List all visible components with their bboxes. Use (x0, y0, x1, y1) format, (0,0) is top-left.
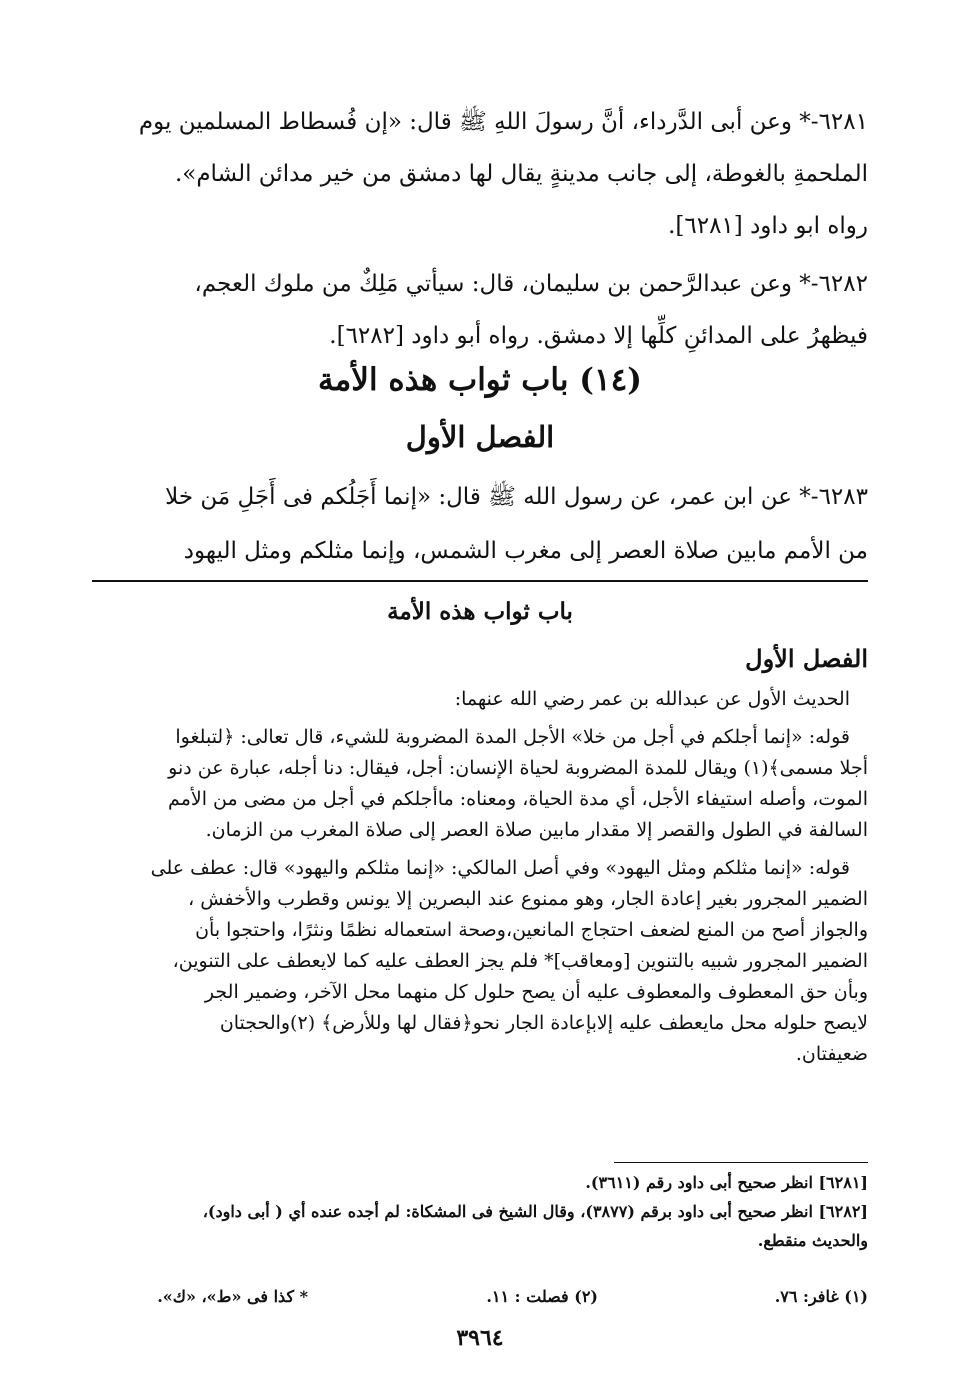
footnote-divider (614, 1162, 868, 1163)
commentary-para2-line: ضعيفتان. (795, 1043, 868, 1065)
footnote-6281: [٦٢٨١] انظر صحيح أبى داود رقم (٣٦١١). (585, 1173, 868, 1192)
commentary-para2-line: والجواز أصح من المنع لضعف احتجاج المانعين،وصحة استعماله نظمًا ونثرًا، واحتجوا بأن (195, 919, 868, 941)
commentary-para1-line: السالفة في الطول والقصر إلا مقدار مابين صلاة العصر إلى صلاة المغرب من الزمان. (205, 819, 868, 841)
commentary-title: باب ثواب هذه الأمة (387, 598, 573, 625)
hadith-6282-line: فيظهرُ على المدائنِ كلِّها إلا دمشق. رواه أبو داود [٦٢٨٢]. (329, 323, 868, 349)
hadith-block-upper (92, 96, 868, 362)
footnote-2: (٢) فصلت : ١١. (486, 1287, 598, 1306)
footnote-6282-cont: والحديث منقطع. (757, 1231, 868, 1250)
commentary-para2-line: الضمير المجرور بغير إعادة الجار، وهو ممنوع عند البصرين إلا يونس وقطرب والأخفش ، (188, 888, 868, 910)
footnote-6282: [٦٢٨٢] انظر صحيح أبى داود برقم (٣٨٧٧)، وقال الشيخ فى المشكاة: لم أجده عنده أي ( أبى داود)، (202, 1202, 868, 1221)
commentary-divider (92, 580, 868, 582)
commentary-para2-line: لايصح حلوله محل مايعطف عليه إلابإعادة الجار نحو﴿فقال لها وللأرض﴾ (٢)والحجتان (219, 1012, 868, 1034)
hadith-6283 (92, 470, 868, 578)
hadith-6281-line: ٦٢٨١-* وعن أبى الدَّرداء، أنَّ رسولَ اللهِ ﷺ قال: «إن فُسطاط المسلمين يوم (138, 109, 868, 135)
commentary-block (92, 590, 868, 1070)
commentary-para1-line: قوله: «إنما أجلكم في أجل من خلا» الأجل المدة المضروبة للشيء، قال تعالى: ﴿لتبلغوا (175, 726, 850, 748)
commentary-para1-line: أجلا مسمى﴾(١) ويقال للمدة المضروبة لحياة الإنسان: أجل، فيقال: دنا أجله، عبارة عن دنو (168, 757, 868, 779)
footnote-asterisk: * كذا فى «ط»، «ك». (157, 1287, 308, 1306)
commentary-intro: الحديث الأول عن عبدالله بن عمر رضي الله عنهما: (454, 688, 850, 710)
hadith-6283-line: ٦٢٨٣-* عن ابن عمر، عن رسول الله ﷺ قال: «إنما أَجَلُكم فى أَجَلِ مَن خلا (165, 484, 868, 510)
page-number: ٣٩٦٤ (456, 1325, 504, 1351)
commentary-para2-line: وبأن حق المعطوف والمعطوف عليه أن يصح حلول كل منهما محل الآخر، وضمير الجر (204, 981, 868, 1003)
commentary-para1-line: الموت، وأصله استيفاء الأجل، أي مدة الحياة، ومعناه: ماأجلكم في أجل من مضى من الأمم (168, 788, 868, 810)
commentary-para2-line: الضمير المجرور شبيه بالتنوين [ومعاقب]* فلم يجز العطف عليه كما لايعطف على التنوين، (172, 950, 868, 972)
commentary-section: الفصل الأول (745, 644, 868, 673)
commentary-para2-line: قوله: «إنما مثلكم ومثل اليهود» وفي أصل المالكي: «إنما مثلكم واليهود» قال: عطف على (150, 857, 850, 879)
hadith-6281-line: الملحمةِ بالغوطة، إلى جانب مدينةٍ يقال لها دمشق من خير مدائن الشام». (174, 161, 868, 187)
section-heading: الفصل الأول (405, 420, 555, 454)
chapter-heading: (١٤) باب ثواب هذه الأمة (318, 362, 642, 398)
footnote-1: (١) غافر: ٧٦. (774, 1287, 868, 1306)
hadith-6282-line: ٦٢٨٢-* وعن عبدالرَّحمن بن سليمان، قال: سيأتي مَلِكٌ من ملوك العجم، (194, 271, 868, 297)
hadith-6283-line: من الأمم مابين صلاة العصر إلى مغرب الشمس، وإنما مثلكم ومثل اليهود (183, 538, 868, 564)
hadith-6281-source: رواه ابو داود [٦٢٨١]. (668, 213, 868, 239)
footnotes-block (92, 1168, 868, 1255)
numbered-footnotes (92, 1283, 868, 1311)
